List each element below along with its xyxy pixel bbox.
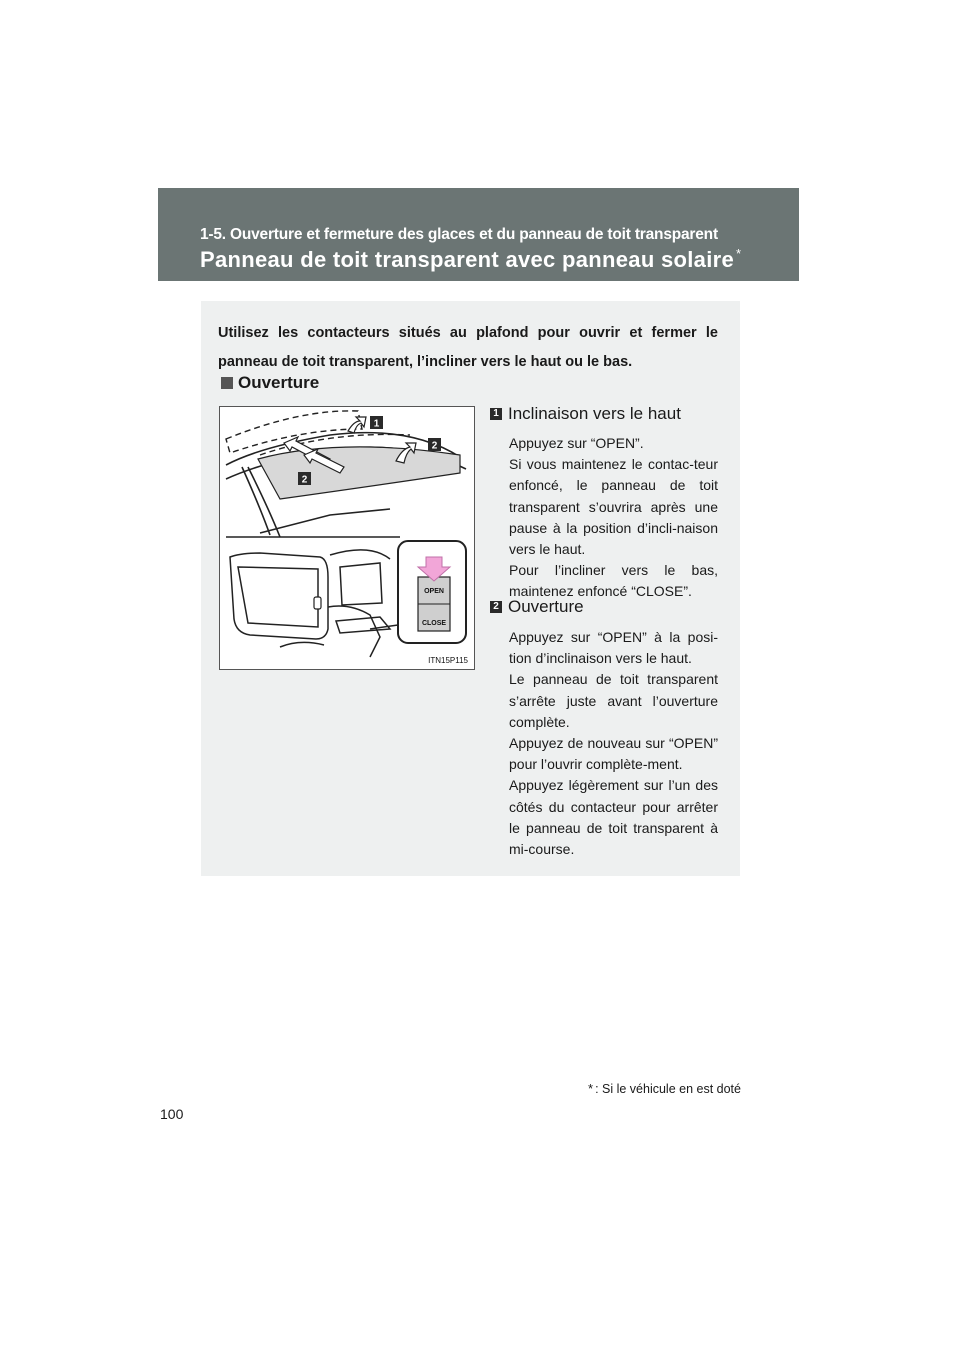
item-2-title-text: Ouverture xyxy=(508,597,584,616)
switch-close-label: CLOSE xyxy=(421,620,447,627)
subheading-text: Ouverture xyxy=(238,373,320,392)
door-lock-icon xyxy=(314,597,321,609)
interior-window-inner xyxy=(238,567,318,627)
item-1-paragraph: Appuyez sur “OPEN”. xyxy=(509,435,644,451)
roofline-lower xyxy=(260,509,390,533)
footnote-text: : Si le véhicule en est doté xyxy=(595,1081,741,1096)
item-2-paragraph: Appuyez sur “OPEN” à la posi-tion d’inclinaison vers le haut. xyxy=(509,629,718,667)
item-1-number-icon: 1 xyxy=(490,408,502,420)
switch-open-label: OPEN xyxy=(424,588,444,595)
item-2-number-icon: 2 xyxy=(490,601,502,613)
item-2-title xyxy=(490,597,584,617)
item-1-paragraph: Si vous maintenez le contac-teur enfoncé, le panneau de toit transparent s’ouvrira après une pause à la position d’incli-naison vers le haut. xyxy=(509,456,718,558)
item-2-body xyxy=(509,627,718,860)
item-2-paragraph: Appuyez légèrement sur l’un des côtés du contacteur pour arrêter le panneau de toit transparent à mi-course. xyxy=(509,777,718,858)
page-title-text: Panneau de toit transparent avec panneau solaire xyxy=(200,247,735,272)
overhead-lamp xyxy=(340,563,382,605)
item-1-paragraph: Pour l’incliner vers le bas, maintenez enfoncé “CLOSE”. xyxy=(509,562,718,600)
sunroof-diagram-svg xyxy=(220,407,474,669)
item-2-paragraph: Appuyez de nouveau sur “OPEN” pour l’ouvrir complète-ment. xyxy=(509,735,718,773)
pillar-line-2 xyxy=(242,467,270,535)
callout-2b xyxy=(298,472,311,486)
svg-text:2: 2 xyxy=(431,440,438,452)
intro-text: Utilisez les contacteurs situés au plafond pour ouvrir et fermer le panneau de toit transparent, l’incliner vers le haut ou le bas. xyxy=(218,325,718,370)
footnote xyxy=(588,1081,741,1096)
square-bullet-icon xyxy=(221,377,233,389)
svg-text:1: 1 xyxy=(373,418,380,430)
overhead-console xyxy=(330,550,390,559)
title-asterisk: * xyxy=(736,246,742,261)
tilt-arrow-icon xyxy=(348,417,366,433)
svg-text:2: 2 xyxy=(301,474,308,486)
subheading xyxy=(221,373,319,393)
callout-1 xyxy=(370,416,383,430)
page-title xyxy=(200,246,741,273)
section-title: 1-5. Ouverture et fermeture des glaces et du panneau de toit transparent xyxy=(200,226,718,243)
callout-2a xyxy=(428,438,441,452)
chapter-header xyxy=(158,188,799,281)
item-1-title xyxy=(490,404,681,424)
switch-housing xyxy=(336,617,390,633)
sunroof-illustration xyxy=(219,406,475,670)
item-2-paragraph: Le panneau de toit transparent s’arrête juste avant l’ouverture complète. xyxy=(509,671,718,730)
page-number: 100 xyxy=(160,1106,184,1122)
item-1-title-text: Inclinaison vers le haut xyxy=(508,404,681,423)
figure-code: ITN15P115 xyxy=(428,656,468,665)
asterisk-icon: * xyxy=(588,1081,594,1096)
grab-handle xyxy=(280,642,324,647)
item-1-body xyxy=(509,433,718,603)
glass-panel xyxy=(258,447,460,499)
